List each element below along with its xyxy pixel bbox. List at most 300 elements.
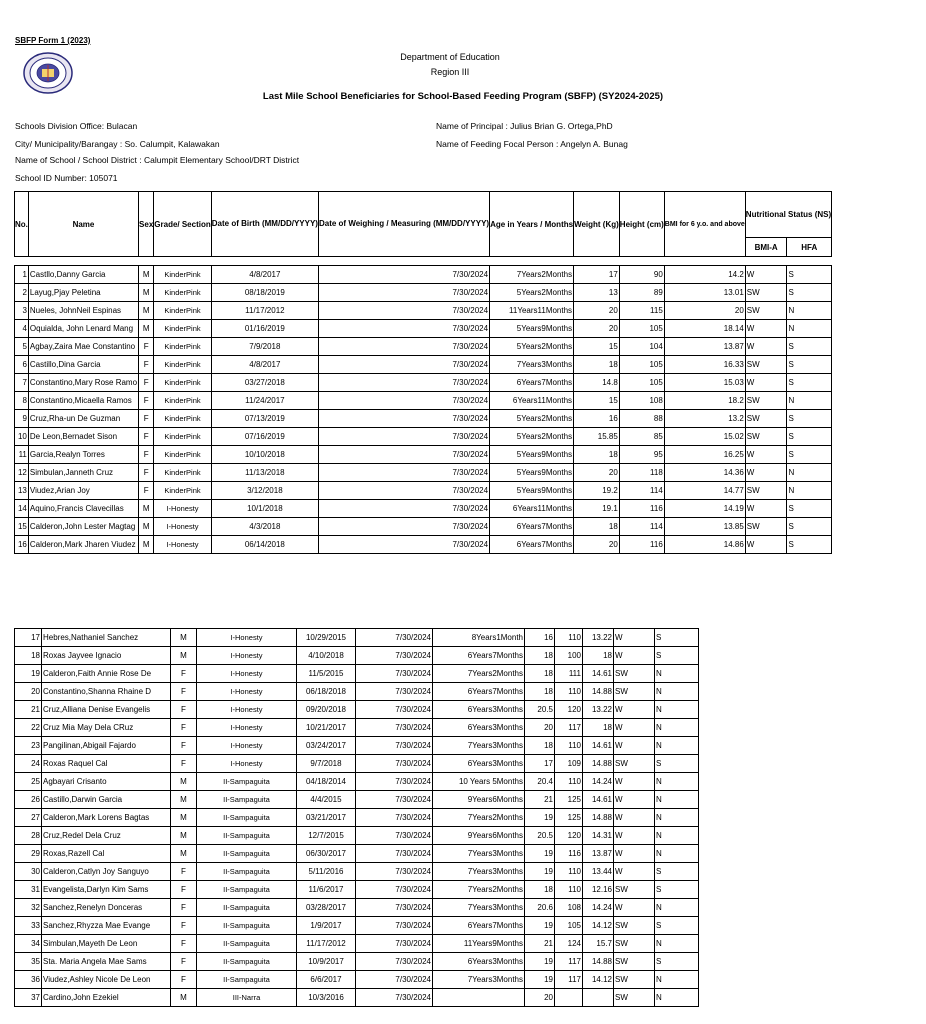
cell-age: 7Years3Months: [433, 971, 525, 989]
cell-dob: 06/18/2018: [297, 683, 356, 701]
cell-sex: M: [139, 320, 154, 338]
cell-age: 5Years9Months: [490, 320, 574, 338]
cell-bmi: 14.61: [583, 737, 614, 755]
cell-dow: 7/30/2024: [318, 374, 489, 392]
cell-hfa: S: [655, 647, 699, 665]
cell-bmi-a: W: [614, 647, 655, 665]
cell-hfa: N: [655, 683, 699, 701]
cell-weight: 17: [525, 755, 555, 773]
cell-age: 10 Years 5Months: [433, 773, 525, 791]
cell-no: 25: [15, 773, 42, 791]
header-sex: Sex: [139, 192, 154, 257]
cell-grade: II-Sampaguita: [197, 917, 297, 935]
cell-bmi: 15.02: [664, 428, 745, 446]
cell-bmi-a: W: [614, 701, 655, 719]
cell-hfa: N: [655, 701, 699, 719]
cell-no: 9: [15, 410, 29, 428]
cell-sex: M: [139, 284, 154, 302]
cell-bmi-a: SW: [745, 518, 787, 536]
cell-no: 14: [15, 500, 29, 518]
cell-no: 31: [15, 881, 42, 899]
cell-bmi-a: W: [745, 464, 787, 482]
cell-age: 7Years2Months: [490, 266, 574, 284]
cell-weight: 18: [525, 647, 555, 665]
cell-no: 3: [15, 302, 29, 320]
cell-bmi-a: SW: [614, 953, 655, 971]
table-row: [15, 338, 832, 356]
cell-bmi: 14.61: [583, 665, 614, 683]
cell-age: 5Years2Months: [490, 410, 574, 428]
cell-bmi: 18: [583, 719, 614, 737]
cell-no: 27: [15, 809, 42, 827]
cell-no: 11: [15, 446, 29, 464]
cell-height: 110: [555, 629, 583, 647]
cell-dow: 7/30/2024: [356, 701, 433, 719]
cell-weight: 20: [574, 464, 620, 482]
cell-bmi: 13.2: [664, 410, 745, 428]
cell-bmi-a: W: [614, 863, 655, 881]
cell-dob: 5/11/2016: [297, 863, 356, 881]
cell-weight: 20.5: [525, 701, 555, 719]
cell-grade: KinderPink: [154, 410, 211, 428]
cell-bmi-a: SW: [745, 410, 787, 428]
table-row: [15, 482, 832, 500]
cell-weight: 16: [574, 410, 620, 428]
cell-sex: F: [171, 665, 197, 683]
cell-age: 7Years3Months: [433, 845, 525, 863]
cell-dob: 11/17/2012: [211, 302, 318, 320]
cell-sex: F: [139, 392, 154, 410]
cell-height: 114: [619, 518, 664, 536]
cell-dow: 7/30/2024: [356, 683, 433, 701]
cell-name: Castillo,Dina Garcia: [28, 356, 138, 374]
cell-no: 34: [15, 935, 42, 953]
cell-dob: 07/13/2019: [211, 410, 318, 428]
cell-sex: M: [171, 845, 197, 863]
cell-hfa: N: [655, 737, 699, 755]
cell-bmi: 13.01: [664, 284, 745, 302]
cell-weight: 19: [525, 845, 555, 863]
cell-dow: 7/30/2024: [318, 392, 489, 410]
cell-height: 116: [555, 845, 583, 863]
cell-no: 21: [15, 701, 42, 719]
cell-bmi-a: SW: [745, 302, 787, 320]
cell-dow: 7/30/2024: [318, 302, 489, 320]
cell-grade: II-Sampaguita: [197, 899, 297, 917]
cell-weight: 17: [574, 266, 620, 284]
cell-name: Constantino,Shanna Rhaine D: [42, 683, 171, 701]
cell-bmi-a: W: [614, 791, 655, 809]
cell-name: Castllo,Danny Garcia: [28, 266, 138, 284]
cell-bmi: 14.24: [583, 899, 614, 917]
cell-bmi-a: SW: [614, 917, 655, 935]
table-row: [15, 989, 699, 1007]
form-title: SBFP Form 1 (2023): [15, 36, 91, 45]
cell-dob: 09/20/2018: [297, 701, 356, 719]
cell-sex: M: [171, 647, 197, 665]
cell-no: 8: [15, 392, 29, 410]
cell-weight: 20: [574, 536, 620, 554]
cell-hfa: S: [655, 917, 699, 935]
cell-weight: 18: [525, 737, 555, 755]
cell-dob: 11/6/2017: [297, 881, 356, 899]
cell-age: 6Years7Months: [433, 647, 525, 665]
cell-age: 7Years3Months: [433, 863, 525, 881]
table-row: [15, 464, 832, 482]
cell-weight: 20: [525, 719, 555, 737]
spacer-row: [15, 257, 832, 266]
cell-age: 5Years9Months: [490, 482, 574, 500]
cell-bmi: 14.88: [583, 953, 614, 971]
table-row: [15, 809, 699, 827]
cell-sex: M: [171, 989, 197, 1007]
table-row: [15, 320, 832, 338]
cell-dob: 4/3/2018: [211, 518, 318, 536]
cell-age: 6Years7Months: [490, 374, 574, 392]
beneficiaries-table-page1: [14, 191, 832, 554]
cell-grade: I-Honesty: [197, 737, 297, 755]
cell-sex: F: [139, 374, 154, 392]
cell-weight: 13: [574, 284, 620, 302]
beneficiaries-table-page2: [14, 628, 699, 1007]
cell-hfa: N: [787, 482, 832, 500]
cell-name: Hebres,Nathaniel Sanchez: [42, 629, 171, 647]
cell-name: Calderon,Mark Jharen Viudez: [28, 536, 138, 554]
cell-bmi: 13.87: [583, 845, 614, 863]
cell-bmi-a: W: [745, 536, 787, 554]
cell-weight: 20: [574, 302, 620, 320]
cell-age: 6Years7Months: [490, 518, 574, 536]
cell-hfa: N: [655, 827, 699, 845]
cell-dow: 7/30/2024: [318, 446, 489, 464]
cell-name: Cruz,Rha-un De Guzman: [28, 410, 138, 428]
cell-height: [555, 989, 583, 1007]
table-row: [15, 701, 699, 719]
cell-no: 7: [15, 374, 29, 392]
cell-name: Sanchez,Rhyzza Mae Evange: [42, 917, 171, 935]
cell-weight: 18: [525, 665, 555, 683]
cell-weight: 21: [525, 935, 555, 953]
cell-bmi: 14.88: [583, 683, 614, 701]
cell-bmi: 14.36: [664, 464, 745, 482]
cell-age: 7Years3Months: [433, 899, 525, 917]
table-row: [15, 302, 832, 320]
cell-dob: 06/14/2018: [211, 536, 318, 554]
cell-grade: I-Honesty: [197, 629, 297, 647]
cell-no: 18: [15, 647, 42, 665]
cell-age: 6Years11Months: [490, 392, 574, 410]
cell-sex: F: [171, 737, 197, 755]
cell-weight: 19: [525, 953, 555, 971]
cell-hfa: N: [655, 791, 699, 809]
cell-dob: 10/9/2017: [297, 953, 356, 971]
cell-bmi: 16.25: [664, 446, 745, 464]
cell-dow: 7/30/2024: [356, 755, 433, 773]
cell-bmi: 16.33: [664, 356, 745, 374]
cell-grade: II-Sampaguita: [197, 773, 297, 791]
cell-hfa: N: [787, 392, 832, 410]
cell-bmi-a: W: [614, 809, 655, 827]
cell-grade: II-Sampaguita: [197, 971, 297, 989]
cell-weight: 16: [525, 629, 555, 647]
cell-no: 1: [15, 266, 29, 284]
cell-sex: M: [171, 827, 197, 845]
cell-bmi: 14.77: [664, 482, 745, 500]
cell-grade: I-Honesty: [154, 518, 211, 536]
cell-grade: II-Sampaguita: [197, 881, 297, 899]
cell-age: 6Years7Months: [433, 683, 525, 701]
cell-no: 17: [15, 629, 42, 647]
cell-dob: 11/13/2018: [211, 464, 318, 482]
cell-name: Constantino,Micaella Ramos: [28, 392, 138, 410]
cell-bmi: 18.14: [664, 320, 745, 338]
cell-hfa: S: [655, 629, 699, 647]
cell-bmi: 13.44: [583, 863, 614, 881]
cell-weight: 19.1: [574, 500, 620, 518]
cell-hfa: S: [787, 500, 832, 518]
cell-bmi: 13.87: [664, 338, 745, 356]
cell-name: Roxas,Razell Cal: [42, 845, 171, 863]
cell-dob: 1/9/2017: [297, 917, 356, 935]
cell-dob: 4/8/2017: [211, 266, 318, 284]
cell-bmi: 14.61: [583, 791, 614, 809]
cell-sex: F: [139, 428, 154, 446]
cell-dob: 10/3/2016: [297, 989, 356, 1007]
cell-bmi-a: W: [745, 266, 787, 284]
cell-dob: 03/28/2017: [297, 899, 356, 917]
cell-grade: II-Sampaguita: [197, 827, 297, 845]
cell-age: 7Years2Months: [433, 809, 525, 827]
cell-no: 26: [15, 791, 42, 809]
cell-bmi-a: W: [745, 320, 787, 338]
cell-bmi: 14.19: [664, 500, 745, 518]
cell-height: 108: [619, 392, 664, 410]
cell-bmi-a: SW: [614, 971, 655, 989]
cell-height: 117: [555, 953, 583, 971]
table-row: [15, 845, 699, 863]
cell-sex: F: [139, 464, 154, 482]
cell-name: Cruz Mia May Dela CRuz: [42, 719, 171, 737]
cell-height: 105: [619, 374, 664, 392]
cell-grade: I-Honesty: [197, 701, 297, 719]
cell-no: 36: [15, 971, 42, 989]
cell-sex: M: [139, 266, 154, 284]
table-row: [15, 374, 832, 392]
cell-grade: KinderPink: [154, 266, 211, 284]
cell-name: Castillo,Darwin Garcia: [42, 791, 171, 809]
cell-grade: KinderPink: [154, 302, 211, 320]
cell-weight: 18: [574, 518, 620, 536]
cell-height: 116: [619, 536, 664, 554]
cell-bmi: 14.2: [664, 266, 745, 284]
cell-bmi: 15.7: [583, 935, 614, 953]
cell-grade: KinderPink: [154, 464, 211, 482]
table-row: [15, 971, 699, 989]
school-info: Name of School / School District : Calumpit Elementary School/DRT District: [15, 155, 300, 165]
cell-grade: KinderPink: [154, 392, 211, 410]
cell-name: Calderon,Catlyn Joy Sanguyo: [42, 863, 171, 881]
cell-grade: KinderPink: [154, 374, 211, 392]
cell-name: Agbayari Crisanto: [42, 773, 171, 791]
cell-bmi: 14.31: [583, 827, 614, 845]
cell-name: Calderon,Mark Lorens Bagtas: [42, 809, 171, 827]
cell-height: 104: [619, 338, 664, 356]
cell-height: 105: [619, 320, 664, 338]
cell-age: 9Years6Months: [433, 791, 525, 809]
cell-hfa: S: [655, 881, 699, 899]
cell-weight: 18: [574, 446, 620, 464]
cell-no: 35: [15, 953, 42, 971]
cell-no: 10: [15, 428, 29, 446]
cell-dow: 7/30/2024: [356, 791, 433, 809]
region-name: Region III: [430, 67, 470, 77]
cell-sex: M: [139, 302, 154, 320]
cell-age: 6Years7Months: [490, 536, 574, 554]
cell-height: 85: [619, 428, 664, 446]
cell-weight: 19.2: [574, 482, 620, 500]
cell-dob: 04/18/2014: [297, 773, 356, 791]
cell-dow: 7/30/2024: [318, 536, 489, 554]
cell-sex: M: [139, 536, 154, 554]
cell-grade: I-Honesty: [197, 683, 297, 701]
cell-weight: 20: [574, 320, 620, 338]
cell-sex: F: [171, 953, 197, 971]
cell-bmi-a: SW: [614, 881, 655, 899]
cell-weight: 20: [525, 989, 555, 1007]
cell-grade: I-Honesty: [197, 665, 297, 683]
cell-hfa: N: [655, 935, 699, 953]
cell-bmi-a: SW: [745, 392, 787, 410]
cell-dob: 10/21/2017: [297, 719, 356, 737]
cell-dob: 4/8/2017: [211, 356, 318, 374]
cell-age: 5Years9Months: [490, 464, 574, 482]
cell-dow: 7/30/2024: [318, 284, 489, 302]
cell-hfa: N: [787, 302, 832, 320]
cell-bmi: 13.85: [664, 518, 745, 536]
cell-no: 37: [15, 989, 42, 1007]
cell-sex: F: [171, 899, 197, 917]
table-row: [15, 683, 699, 701]
cell-weight: 15: [574, 392, 620, 410]
cell-sex: M: [139, 518, 154, 536]
cell-bmi-a: SW: [614, 935, 655, 953]
cell-grade: KinderPink: [154, 446, 211, 464]
cell-dob: 4/4/2015: [297, 791, 356, 809]
cell-no: 19: [15, 665, 42, 683]
cell-dob: 10/29/2015: [297, 629, 356, 647]
table-row: [15, 881, 699, 899]
cell-dob: 11/17/2012: [297, 935, 356, 953]
cell-weight: 20.5: [525, 827, 555, 845]
table-row: [15, 410, 832, 428]
cell-bmi: 20: [664, 302, 745, 320]
cell-grade: II-Sampaguita: [197, 791, 297, 809]
cell-name: Sanchez,Renelyn Donceras: [42, 899, 171, 917]
cell-bmi: 13.22: [583, 701, 614, 719]
cell-grade: KinderPink: [154, 338, 211, 356]
cell-grade: II-Sampaguita: [197, 935, 297, 953]
cell-dow: 7/30/2024: [356, 917, 433, 935]
cell-bmi: 14.12: [583, 917, 614, 935]
cell-dow: 7/30/2024: [356, 845, 433, 863]
header-grade: Grade/ Section: [154, 192, 211, 257]
table-row: [15, 827, 699, 845]
cell-dob: 06/30/2017: [297, 845, 356, 863]
cell-weight: 20.6: [525, 899, 555, 917]
cell-height: 120: [555, 701, 583, 719]
table-row: [15, 356, 832, 374]
cell-no: 22: [15, 719, 42, 737]
cell-bmi-a: W: [614, 773, 655, 791]
cell-name: Pangilinan,Abigail Fajardo: [42, 737, 171, 755]
cell-height: 116: [619, 500, 664, 518]
cell-sex: F: [171, 971, 197, 989]
cell-dow: 7/30/2024: [356, 719, 433, 737]
cell-age: 6Years3Months: [433, 719, 525, 737]
cell-bmi-a: SW: [614, 665, 655, 683]
cell-no: 16: [15, 536, 29, 554]
cell-bmi: 15.03: [664, 374, 745, 392]
cell-no: 12: [15, 464, 29, 482]
cell-hfa: N: [655, 809, 699, 827]
cell-sex: F: [171, 935, 197, 953]
cell-age: [433, 989, 525, 1007]
cell-age: 7Years3Months: [433, 737, 525, 755]
cell-height: 125: [555, 791, 583, 809]
cell-no: 28: [15, 827, 42, 845]
cell-height: 124: [555, 935, 583, 953]
cell-age: 11Years9Months: [433, 935, 525, 953]
header-dow: Date of Weighing / Measuring (MM/DD/YYYY): [318, 192, 489, 257]
cell-dow: 7/30/2024: [318, 356, 489, 374]
cell-sex: M: [171, 791, 197, 809]
cell-no: 32: [15, 899, 42, 917]
table-row: [15, 629, 699, 647]
cell-dob: 9/7/2018: [297, 755, 356, 773]
cell-sex: F: [139, 446, 154, 464]
cell-sex: F: [171, 755, 197, 773]
cell-weight: 18: [525, 881, 555, 899]
cell-dob: 03/27/2018: [211, 374, 318, 392]
table-row: [15, 899, 699, 917]
cell-grade: KinderPink: [154, 284, 211, 302]
cell-age: 6Years3Months: [433, 701, 525, 719]
cell-hfa: N: [655, 719, 699, 737]
table-row: [15, 917, 699, 935]
cell-height: 89: [619, 284, 664, 302]
cell-dow: 7/30/2024: [356, 737, 433, 755]
cell-bmi-a: W: [745, 500, 787, 518]
cell-name: Garcia,Realyn Torres: [28, 446, 138, 464]
cell-bmi-a: W: [745, 338, 787, 356]
cell-no: 2: [15, 284, 29, 302]
cell-bmi-a: W: [745, 374, 787, 392]
cell-hfa: S: [787, 428, 832, 446]
cell-grade: I-Honesty: [154, 536, 211, 554]
cell-name: Evangelista,Darlyn Kim Sams: [42, 881, 171, 899]
header-hfa: HFA: [787, 238, 832, 257]
cell-age: 9Years6Months: [433, 827, 525, 845]
cell-hfa: S: [787, 518, 832, 536]
cell-dow: 7/30/2024: [356, 989, 433, 1007]
cell-hfa: S: [787, 284, 832, 302]
cell-height: 120: [555, 827, 583, 845]
cell-hfa: N: [655, 845, 699, 863]
cell-sex: F: [171, 863, 197, 881]
cell-height: 105: [619, 356, 664, 374]
cell-dow: 7/30/2024: [318, 266, 489, 284]
cell-grade: III-Narra: [197, 989, 297, 1007]
